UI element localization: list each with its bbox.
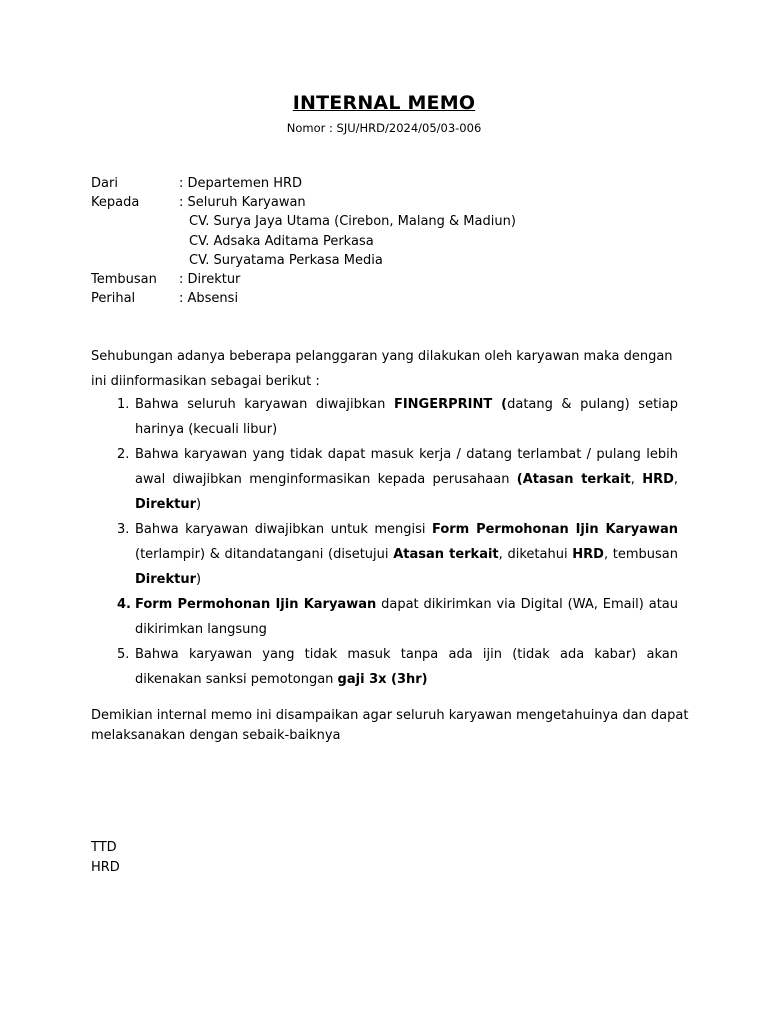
plain-text: datang & pulang) setiap harinya (kecuali libur) <box>135 397 679 437</box>
list-item-text <box>135 642 678 692</box>
sign-ttd: TTD <box>91 840 117 855</box>
plain-text: , <box>673 472 679 487</box>
list-item <box>91 592 678 642</box>
emphasis-text: HRD <box>572 547 604 562</box>
memo-header <box>91 174 516 308</box>
emphasis-text: Direktur <box>135 572 197 587</box>
to-company: CV. Suryatama Perkasa Media <box>189 252 383 268</box>
plain-text: Bahwa karyawan diwajibkan untuk mengisi <box>135 522 432 537</box>
memo-number: Nomor : SJU/HRD/2024/05/03-006 <box>286 121 482 135</box>
emphasis-text: HRD <box>642 472 674 487</box>
list-item <box>91 392 678 442</box>
to-label: Kepada <box>91 195 140 211</box>
list-item-text <box>135 517 678 592</box>
emphasis-text: FINGERPRINT ( <box>393 397 508 412</box>
plain-text: (terlampir) & ditandatangani (disetujui <box>135 547 394 562</box>
plain-text: , diketahui <box>498 547 573 562</box>
plain-text: Bahwa seluruh karyawan diwajibkan <box>135 397 394 412</box>
header-subject-row <box>91 289 516 308</box>
emphasis-text: gaji 3x (3hr) <box>337 672 428 687</box>
to-value: : Seluruh Karyawan <box>179 195 306 211</box>
list-item-number: 5. <box>117 647 130 662</box>
emphasis-text: (Atasan terkait <box>516 472 631 487</box>
list-item-text <box>135 442 678 517</box>
plain-text: Bahwa karyawan yang tidak dapat masuk kerja / datang terlambat / pulang lebih awal diwajibkan menginformasikan kepada perusahaan <box>135 447 678 487</box>
from-value: : Departemen HRD <box>179 176 303 191</box>
cc-label: Tembusan <box>91 272 157 288</box>
memo-signature <box>91 838 120 877</box>
subject-value: : Absensi <box>179 291 239 307</box>
sign-hrd: HRD <box>91 859 120 875</box>
list-item <box>91 642 678 692</box>
emphasis-text: Form Permohonan Ijin Karyawan <box>431 522 678 537</box>
memo-intro: Sehubungan adanya beberapa pelanggaran yang dilakukan oleh karyawan maka dengan ini diinformasikan sebagai berikut : <box>91 349 673 389</box>
plain-text: Bahwa karyawan yang tidak masuk tanpa ada ijin (tidak ada kabar) akan dikenakan sanksi pemotongan <box>135 647 678 687</box>
plain-text: dapat dikirimkan via Digital (WA, Email) atau dikirimkan langsung <box>135 597 678 637</box>
to-company: CV. Surya Jaya Utama (Cirebon, Malang & Madiun) <box>189 214 516 230</box>
header-from-row <box>91 174 516 193</box>
emphasis-text: Form Permohonan Ijin Karyawan <box>135 597 377 612</box>
list-item-number: 1. <box>117 397 130 412</box>
list-item-text <box>135 592 678 642</box>
cc-value: : Direktur <box>179 272 241 288</box>
memo-closing: Demikian internal memo ini disampaikan agar seluruh karyawan mengetahuinya dan dapat melaksanakan dengan sebaik-baiknya <box>91 708 689 743</box>
list-item <box>91 442 678 517</box>
header-cc-row <box>91 270 516 289</box>
to-company: CV. Adsaka Aditama Perkasa <box>189 233 374 249</box>
emphasis-text: Atasan terkait <box>393 547 499 562</box>
list-item <box>91 517 678 592</box>
list-item-text <box>135 392 678 442</box>
plain-text: ) <box>196 497 202 512</box>
list-item-number: 4. <box>117 597 131 612</box>
header-to-row <box>91 193 516 212</box>
list-item-number: 3. <box>117 522 130 537</box>
emphasis-text: Direktur <box>135 497 197 512</box>
subject-label: Perihal <box>91 291 136 307</box>
memo-list <box>91 392 678 692</box>
memo-title: INTERNAL MEMO <box>292 92 476 114</box>
list-item-number: 2. <box>117 447 130 462</box>
plain-text: , <box>630 472 643 487</box>
plain-text: ) <box>196 572 202 587</box>
from-label: Dari <box>91 176 118 191</box>
plain-text: , tembusan <box>603 547 679 562</box>
